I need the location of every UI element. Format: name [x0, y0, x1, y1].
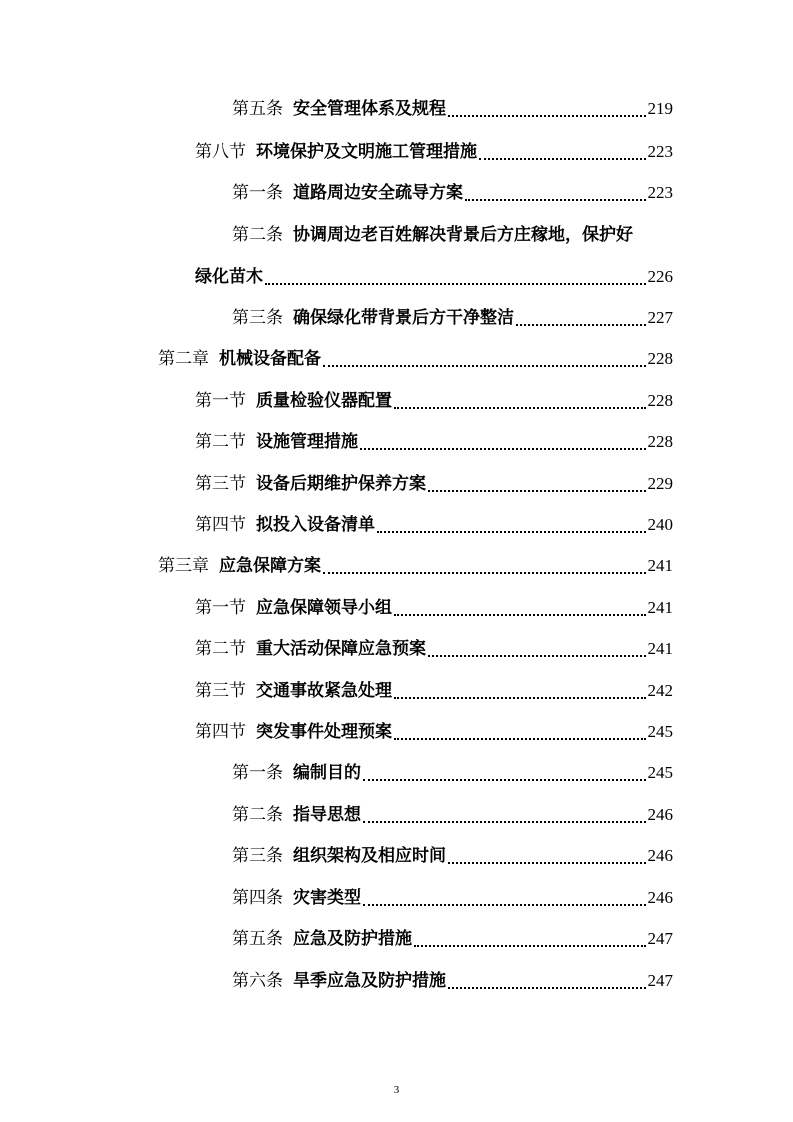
toc-leader-dots	[363, 904, 646, 906]
toc-number: 第三节	[195, 474, 246, 494]
toc-page-number: 246	[647, 805, 673, 824]
toc-entry[interactable]	[195, 593, 673, 623]
toc-entry[interactable]	[195, 717, 673, 747]
toc-title: 协调周边老百姓解决背景后方庄稼地，保护好	[293, 225, 633, 245]
toc-entry[interactable]	[195, 469, 673, 499]
toc-entry[interactable]	[232, 883, 673, 913]
toc-title: 交通事故紧急处理	[256, 681, 392, 701]
toc-entry[interactable]	[195, 634, 673, 664]
toc-number: 第五条	[232, 929, 283, 949]
toc-number: 第四条	[232, 888, 283, 908]
toc-title: 应急保障领导小组	[256, 598, 392, 618]
toc-page-number: 241	[647, 556, 673, 575]
toc-leader-dots	[394, 738, 646, 740]
toc-page-number: 219	[647, 99, 673, 118]
toc-page-number: 228	[647, 349, 673, 368]
toc-leader-dots	[448, 987, 646, 989]
toc-page-number: 245	[647, 763, 673, 782]
toc-leader-dots	[448, 115, 646, 117]
toc-number: 第二条	[232, 225, 283, 245]
toc-number: 第三条	[232, 846, 283, 866]
toc-number: 第一节	[195, 391, 246, 411]
toc-number: 第二节	[195, 639, 246, 659]
page-footer-number: 3	[393, 1084, 400, 1096]
toc-page-number: 226	[647, 267, 673, 286]
toc-title-continued: 绿化苗木	[195, 267, 263, 287]
toc-leader-dots	[363, 821, 646, 823]
toc-page-number: 241	[647, 598, 673, 617]
toc-page-number: 247	[647, 929, 673, 948]
toc-entry[interactable]	[158, 551, 673, 581]
toc-title: 质量检验仪器配置	[256, 391, 392, 411]
toc-number: 第二条	[232, 805, 283, 825]
toc-title: 设施管理措施	[256, 432, 358, 452]
toc-title: 安全管理体系及规程	[293, 99, 446, 119]
toc-title: 确保绿化带背景后方干净整洁	[293, 308, 514, 328]
toc-title: 灾害类型	[293, 888, 361, 908]
toc-page-number: 228	[647, 432, 673, 451]
toc-title: 指导思想	[293, 805, 361, 825]
toc-entry[interactable]	[195, 386, 673, 416]
toc-number: 第二节	[195, 432, 246, 452]
toc-leader-dots	[394, 614, 646, 616]
toc-page-number: 247	[647, 971, 673, 990]
toc-page-number: 241	[647, 639, 673, 658]
toc-page-number: 246	[647, 888, 673, 907]
toc-number: 第五条	[232, 99, 283, 119]
toc-title: 旱季应急及防护措施	[293, 971, 446, 991]
toc-page-number: 223	[647, 142, 673, 161]
toc-leader-dots	[323, 365, 646, 367]
toc-leader-dots	[363, 779, 646, 781]
toc-leader-dots	[465, 199, 646, 201]
toc-page-number: 240	[647, 515, 673, 534]
toc-number: 第一节	[195, 598, 246, 618]
toc-title: 拟投入设备清单	[256, 515, 375, 535]
toc-number: 第八节	[195, 142, 246, 162]
toc-entry[interactable]	[232, 966, 673, 996]
toc-number: 第三章	[158, 556, 209, 576]
toc-leader-dots	[323, 572, 646, 574]
toc-entry[interactable]	[158, 344, 673, 374]
toc-entry[interactable]	[232, 841, 673, 871]
toc-entry-wrapped-line1[interactable]	[232, 220, 633, 250]
toc-title: 设备后期维护保养方案	[256, 474, 426, 494]
toc-title: 道路周边安全疏导方案	[293, 183, 463, 203]
toc-entry[interactable]	[232, 178, 673, 208]
toc-page-number: 242	[647, 681, 673, 700]
toc-entry[interactable]	[195, 137, 673, 167]
toc-title: 环境保护及文明施工管理措施	[256, 142, 477, 162]
toc-leader-dots	[394, 407, 646, 409]
toc-title: 突发事件处理预案	[256, 722, 392, 742]
toc-leader-dots	[360, 448, 646, 450]
toc-number: 第三节	[195, 681, 246, 701]
toc-title: 组织架构及相应时间	[293, 846, 446, 866]
toc-leader-dots	[428, 490, 646, 492]
toc-title: 应急及防护措施	[293, 929, 412, 949]
toc-entry[interactable]	[232, 94, 673, 124]
toc-title: 机械设备配备	[219, 349, 321, 369]
toc-title: 编制目的	[293, 763, 361, 783]
toc-entry-wrapped-line2[interactable]	[195, 262, 673, 292]
toc-page-number: 245	[647, 722, 673, 741]
toc-page-number: 228	[647, 391, 673, 410]
toc-page-number: 227	[647, 308, 673, 327]
toc-leader-dots	[428, 655, 646, 657]
toc-leader-dots	[448, 862, 646, 864]
toc-title: 应急保障方案	[219, 556, 321, 576]
toc-number: 第三条	[232, 308, 283, 328]
toc-page-number: 223	[647, 183, 673, 202]
toc-leader-dots	[265, 283, 646, 285]
toc-number: 第一条	[232, 763, 283, 783]
toc-entry[interactable]	[195, 676, 673, 706]
toc-entry[interactable]	[232, 303, 673, 333]
toc-number: 第一条	[232, 183, 283, 203]
toc-page-number: 229	[647, 474, 673, 493]
toc-leader-dots	[479, 158, 646, 160]
toc-number: 第四节	[195, 722, 246, 742]
toc-leader-dots	[516, 324, 646, 326]
toc-leader-dots	[414, 945, 646, 947]
toc-entry[interactable]	[232, 924, 673, 954]
toc-leader-dots	[377, 531, 646, 533]
toc-page-number: 246	[647, 846, 673, 865]
toc-entry[interactable]	[195, 510, 673, 540]
toc-entry[interactable]	[232, 800, 673, 830]
toc-number: 第二章	[158, 349, 209, 369]
toc-title: 重大活动保障应急预案	[256, 639, 426, 659]
toc-entry[interactable]	[195, 427, 673, 457]
toc-leader-dots	[394, 697, 646, 699]
toc-number: 第六条	[232, 971, 283, 991]
toc-entry[interactable]	[232, 758, 673, 788]
toc-number: 第四节	[195, 515, 246, 535]
